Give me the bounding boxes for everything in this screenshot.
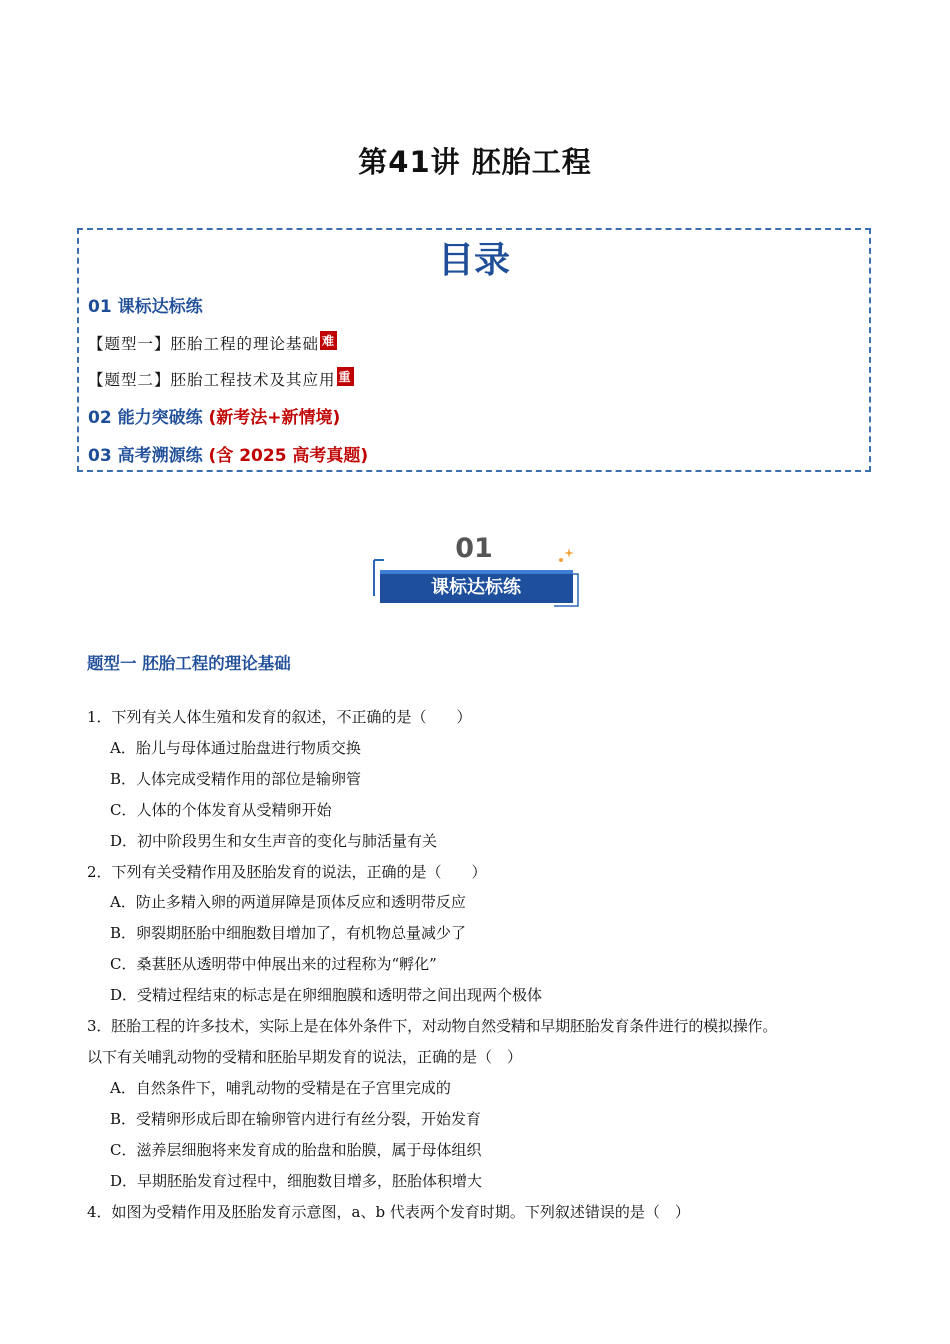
question-3: 3．胚胎工程的许多技术，实际上是在体外条件下，对动物自然受精和早期胚胎发育条件进行的模拟操作。 xyxy=(87,1017,778,1035)
option: A．胎儿与母体通过胎盘进行物质交换 xyxy=(110,739,361,757)
option: A．自然条件下，哺乳动物的受精是在子宫里完成的 xyxy=(110,1079,451,1097)
toc-section-num: 01 xyxy=(88,297,112,317)
option: A．防止多精入卵的两道屏障是顶体反应和透明带反应 xyxy=(110,893,466,911)
sparkle-icon xyxy=(564,548,574,558)
toc-section-note: (含 2025 高考真题) xyxy=(208,446,369,466)
toc-section-02[interactable] xyxy=(88,403,340,428)
banner-label: 课标达标练 xyxy=(431,577,521,598)
option: D．早期胚胎发育过程中，细胞数目增多，胚胎体积增大 xyxy=(110,1172,483,1190)
section-banner xyxy=(372,530,582,612)
toc-section-label: 高考溯源练 xyxy=(117,446,203,466)
banner-box-highlight xyxy=(380,570,573,574)
toc-section-note: (新考法+新情境) xyxy=(208,408,341,428)
option: D．初中阶段男生和女生声音的变化与肺活量有关 xyxy=(110,832,438,850)
question-4: 4．如图为受精作用及胚胎发育示意图，a、b 代表两个发育时期。下列叙述错误的是（ ） xyxy=(87,1203,690,1221)
option: B．人体完成受精作用的部位是输卵管 xyxy=(110,770,362,788)
page-title: 第41讲 胚胎工程 xyxy=(358,145,592,179)
toc-section-label: 能力突破练 xyxy=(117,408,203,428)
option: B．受精卵形成后即在输卵管内进行有丝分裂，开始发育 xyxy=(110,1110,482,1128)
toc-section-01[interactable] xyxy=(88,292,203,317)
toc-section-03[interactable] xyxy=(88,441,368,466)
question-2: 2．下列有关受精作用及胚胎发育的说法，正确的是（ ） xyxy=(87,863,487,881)
table-of-contents xyxy=(77,228,871,472)
importance-badge: 重 xyxy=(337,367,354,386)
section-heading: 题型一 胚胎工程的理论基础 xyxy=(87,654,291,673)
option: C．滋养层细胞将来发育成的胎盘和胎膜，属于母体组织 xyxy=(110,1141,482,1159)
option: D．受精过程结束的标志是在卵细胞膜和透明带之间出现两个极体 xyxy=(110,986,543,1004)
toc-type-label: 【题型二】胚胎工程技术及其应用 xyxy=(88,371,336,389)
option: B．卵裂期胚胎中细胞数目增加了，有机物总量减少了 xyxy=(110,924,467,942)
question-3-continued: 以下有关哺乳动物的受精和胚胎早期发育的说法，正确的是（ ） xyxy=(87,1048,523,1066)
question-1: 1．下列有关人体生殖和发育的叙述，不正确的是（ ） xyxy=(87,708,472,726)
option: C．桑葚胚从透明带中伸展出来的过程称为“孵化” xyxy=(110,955,437,973)
toc-type-label: 【题型一】胚胎工程的理论基础 xyxy=(88,335,320,353)
option: C．人体的个体发育从受精卵开始 xyxy=(110,801,332,819)
toc-type-2[interactable] xyxy=(88,367,354,390)
toc-type-1[interactable] xyxy=(88,331,337,354)
banner-number: 01 xyxy=(455,533,493,564)
sparkle-dot xyxy=(559,558,563,562)
difficulty-badge: 难 xyxy=(320,331,337,350)
toc-section-num: 02 xyxy=(88,408,112,428)
toc-section-num: 03 xyxy=(88,446,112,466)
toc-section-label: 课标达标练 xyxy=(117,297,203,317)
toc-heading: 目录 xyxy=(437,240,510,281)
